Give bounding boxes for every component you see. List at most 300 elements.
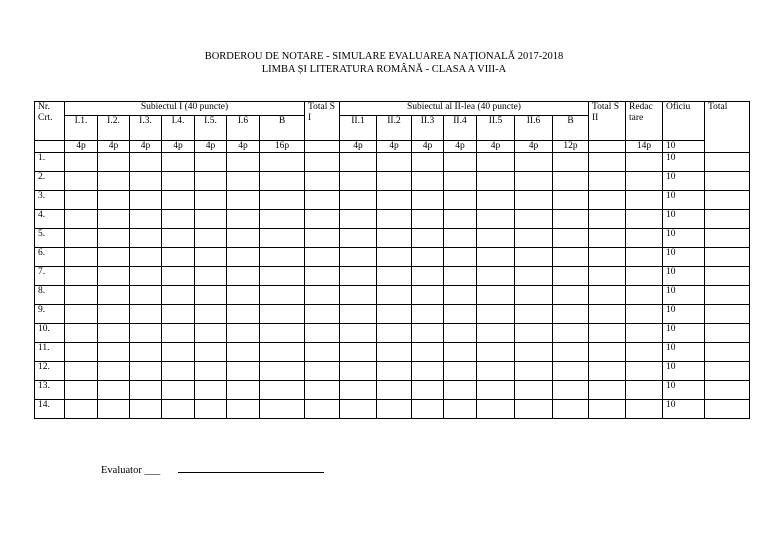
score-cell[interactable] xyxy=(477,381,515,400)
score-cell[interactable] xyxy=(260,381,305,400)
score-cell[interactable] xyxy=(98,305,130,324)
score-cell[interactable] xyxy=(98,324,130,343)
score-cell[interactable] xyxy=(260,248,305,267)
score-cell[interactable] xyxy=(260,172,305,191)
total-header: Total xyxy=(705,102,750,153)
score-cell[interactable] xyxy=(589,210,626,229)
score-cell[interactable] xyxy=(589,324,626,343)
score-cell[interactable] xyxy=(553,362,589,381)
signature-blank xyxy=(178,463,324,473)
score-cell[interactable] xyxy=(260,210,305,229)
score-cell[interactable] xyxy=(195,343,227,362)
score-cell[interactable] xyxy=(444,381,477,400)
score-cell[interactable] xyxy=(377,153,412,172)
score-cell[interactable] xyxy=(626,267,663,286)
score-cell[interactable] xyxy=(589,286,626,305)
score-cell[interactable] xyxy=(227,248,260,267)
score-cell[interactable] xyxy=(589,248,626,267)
score-cell[interactable] xyxy=(515,153,553,172)
score-cell[interactable] xyxy=(515,400,553,419)
score-cell[interactable] xyxy=(553,210,589,229)
score-cell[interactable] xyxy=(305,324,340,343)
score-cell[interactable] xyxy=(98,362,130,381)
s2-item-header: II.6 xyxy=(515,116,553,141)
score-cell[interactable] xyxy=(305,210,340,229)
score-cell[interactable] xyxy=(305,229,340,248)
score-cell[interactable] xyxy=(553,172,589,191)
score-cell[interactable] xyxy=(305,191,340,210)
score-cell[interactable] xyxy=(626,400,663,419)
oficiu-cell: 10 xyxy=(663,381,705,400)
s1-points-cell: 4p xyxy=(195,141,227,153)
score-cell[interactable] xyxy=(305,400,340,419)
score-cell[interactable] xyxy=(412,210,444,229)
score-cell[interactable] xyxy=(477,191,515,210)
score-cell[interactable] xyxy=(227,343,260,362)
score-cell[interactable] xyxy=(65,305,98,324)
score-cell[interactable] xyxy=(195,172,227,191)
score-cell[interactable] xyxy=(589,191,626,210)
row-number: 8. xyxy=(35,286,65,305)
score-cell[interactable] xyxy=(162,362,195,381)
score-cell[interactable] xyxy=(340,172,377,191)
s2-points-cell: 4p xyxy=(340,141,377,153)
score-cell[interactable] xyxy=(162,172,195,191)
score-cell[interactable] xyxy=(589,381,626,400)
score-cell[interactable] xyxy=(377,191,412,210)
total-cell[interactable] xyxy=(705,229,750,248)
score-cell[interactable] xyxy=(626,172,663,191)
score-cell[interactable] xyxy=(130,153,162,172)
score-cell[interactable] xyxy=(65,343,98,362)
score-cell[interactable] xyxy=(260,229,305,248)
score-cell[interactable] xyxy=(412,248,444,267)
s2-points-cell: 4p xyxy=(412,141,444,153)
s2-item-header: II.4 xyxy=(444,116,477,141)
score-cell[interactable] xyxy=(227,153,260,172)
score-cell[interactable] xyxy=(227,305,260,324)
score-cell[interactable] xyxy=(227,381,260,400)
score-cell[interactable] xyxy=(444,324,477,343)
score-cell[interactable] xyxy=(130,286,162,305)
score-cell[interactable] xyxy=(260,305,305,324)
score-cell[interactable] xyxy=(553,153,589,172)
score-cell[interactable] xyxy=(515,229,553,248)
score-cell[interactable] xyxy=(626,381,663,400)
score-cell[interactable] xyxy=(626,229,663,248)
score-cell[interactable] xyxy=(589,305,626,324)
score-cell[interactable] xyxy=(412,305,444,324)
table-row xyxy=(35,191,750,210)
score-cell[interactable] xyxy=(227,286,260,305)
s2-points-cell: 12p xyxy=(553,141,589,153)
score-cell[interactable] xyxy=(98,381,130,400)
score-cell[interactable] xyxy=(340,305,377,324)
score-cell[interactable] xyxy=(130,229,162,248)
score-cell[interactable] xyxy=(195,324,227,343)
s1-points-cell: 16p xyxy=(260,141,305,153)
total-cell[interactable] xyxy=(705,286,750,305)
score-cell[interactable] xyxy=(162,400,195,419)
score-cell[interactable] xyxy=(260,343,305,362)
score-cell[interactable] xyxy=(227,362,260,381)
score-cell[interactable] xyxy=(477,172,515,191)
score-cell[interactable] xyxy=(65,267,98,286)
score-cell[interactable] xyxy=(65,248,98,267)
row-number: 12. xyxy=(35,362,65,381)
table-row xyxy=(35,153,750,172)
score-cell[interactable] xyxy=(412,381,444,400)
score-cell[interactable] xyxy=(195,229,227,248)
score-cell[interactable] xyxy=(626,324,663,343)
score-cell[interactable] xyxy=(412,362,444,381)
score-cell[interactable] xyxy=(477,400,515,419)
score-cell[interactable] xyxy=(340,229,377,248)
score-cell[interactable] xyxy=(227,210,260,229)
score-cell[interactable] xyxy=(305,343,340,362)
score-cell[interactable] xyxy=(553,229,589,248)
score-cell[interactable] xyxy=(130,248,162,267)
score-cell[interactable] xyxy=(130,267,162,286)
score-cell[interactable] xyxy=(305,362,340,381)
score-cell[interactable] xyxy=(130,210,162,229)
s1-points-cell: 4p xyxy=(65,141,98,153)
score-cell[interactable] xyxy=(260,324,305,343)
score-cell[interactable] xyxy=(65,324,98,343)
score-cell[interactable] xyxy=(412,400,444,419)
total-cell[interactable] xyxy=(705,267,750,286)
score-cell[interactable] xyxy=(477,324,515,343)
row-number: 5. xyxy=(35,229,65,248)
score-cell[interactable] xyxy=(340,324,377,343)
score-cell[interactable] xyxy=(377,229,412,248)
total-cell[interactable] xyxy=(705,210,750,229)
score-cell[interactable] xyxy=(444,229,477,248)
score-cell[interactable] xyxy=(65,381,98,400)
score-cell[interactable] xyxy=(444,172,477,191)
redactare-points-cell: 14p xyxy=(626,141,663,153)
grading-table xyxy=(34,101,750,419)
score-cell[interactable] xyxy=(260,286,305,305)
score-cell[interactable] xyxy=(553,343,589,362)
score-cell[interactable] xyxy=(626,191,663,210)
score-cell[interactable] xyxy=(477,362,515,381)
score-cell[interactable] xyxy=(589,172,626,191)
score-cell[interactable] xyxy=(444,267,477,286)
score-cell[interactable] xyxy=(626,362,663,381)
s1-points-cell: 4p xyxy=(130,141,162,153)
score-cell[interactable] xyxy=(130,305,162,324)
score-cell[interactable] xyxy=(305,248,340,267)
score-cell[interactable] xyxy=(130,362,162,381)
score-cell[interactable] xyxy=(444,286,477,305)
score-cell[interactable] xyxy=(626,210,663,229)
score-cell[interactable] xyxy=(377,267,412,286)
score-cell[interactable] xyxy=(377,305,412,324)
score-cell[interactable] xyxy=(162,381,195,400)
score-cell[interactable] xyxy=(227,324,260,343)
total-cell[interactable] xyxy=(705,381,750,400)
score-cell[interactable] xyxy=(515,381,553,400)
score-cell[interactable] xyxy=(340,286,377,305)
total-s2-header: Total S II xyxy=(589,102,626,141)
score-cell[interactable] xyxy=(515,324,553,343)
oficiu-cell: 10 xyxy=(663,210,705,229)
s1-points-cell: 4p xyxy=(162,141,195,153)
score-cell[interactable] xyxy=(98,400,130,419)
score-cell[interactable] xyxy=(195,267,227,286)
score-cell[interactable] xyxy=(162,248,195,267)
score-cell[interactable] xyxy=(260,191,305,210)
score-cell[interactable] xyxy=(444,362,477,381)
score-cell[interactable] xyxy=(162,267,195,286)
score-cell[interactable] xyxy=(626,248,663,267)
score-cell[interactable] xyxy=(65,229,98,248)
s1-item-header: I.4. xyxy=(162,116,195,141)
score-cell[interactable] xyxy=(589,267,626,286)
score-cell[interactable] xyxy=(444,305,477,324)
score-cell[interactable] xyxy=(553,400,589,419)
score-cell[interactable] xyxy=(444,400,477,419)
score-cell[interactable] xyxy=(195,362,227,381)
score-cell[interactable] xyxy=(340,400,377,419)
score-cell[interactable] xyxy=(444,248,477,267)
score-cell[interactable] xyxy=(515,248,553,267)
total-cell[interactable] xyxy=(705,400,750,419)
score-cell[interactable] xyxy=(162,153,195,172)
evaluator-signature-line xyxy=(101,463,324,476)
score-cell[interactable] xyxy=(477,153,515,172)
score-cell[interactable] xyxy=(65,286,98,305)
s1-item-header: I.3. xyxy=(130,116,162,141)
total-s1-header: Total S I xyxy=(305,102,340,141)
score-cell[interactable] xyxy=(130,324,162,343)
score-cell[interactable] xyxy=(195,210,227,229)
score-cell[interactable] xyxy=(195,248,227,267)
s2-points-cell: 4p xyxy=(444,141,477,153)
score-cell[interactable] xyxy=(553,191,589,210)
table-row xyxy=(35,381,750,400)
score-cell[interactable] xyxy=(412,229,444,248)
score-cell[interactable] xyxy=(515,267,553,286)
score-cell[interactable] xyxy=(412,191,444,210)
score-cell[interactable] xyxy=(477,305,515,324)
total-cell[interactable] xyxy=(705,343,750,362)
oficiu-cell: 10 xyxy=(663,172,705,191)
score-cell[interactable] xyxy=(130,343,162,362)
score-cell[interactable] xyxy=(477,210,515,229)
score-cell[interactable] xyxy=(515,172,553,191)
score-cell[interactable] xyxy=(65,210,98,229)
score-cell[interactable] xyxy=(227,191,260,210)
row-number: 11. xyxy=(35,343,65,362)
score-cell[interactable] xyxy=(444,210,477,229)
s1-item-header: I.1. xyxy=(65,116,98,141)
score-cell[interactable] xyxy=(553,305,589,324)
score-cell[interactable] xyxy=(477,229,515,248)
score-cell[interactable] xyxy=(162,210,195,229)
score-cell[interactable] xyxy=(589,229,626,248)
score-cell[interactable] xyxy=(377,248,412,267)
score-cell[interactable] xyxy=(515,210,553,229)
score-cell[interactable] xyxy=(340,267,377,286)
score-cell[interactable] xyxy=(477,343,515,362)
score-cell[interactable] xyxy=(444,153,477,172)
score-cell[interactable] xyxy=(340,210,377,229)
table-row xyxy=(35,400,750,419)
score-cell[interactable] xyxy=(553,286,589,305)
score-cell[interactable] xyxy=(553,381,589,400)
score-cell[interactable] xyxy=(515,362,553,381)
score-cell[interactable] xyxy=(162,286,195,305)
score-cell[interactable] xyxy=(340,153,377,172)
score-cell[interactable] xyxy=(162,343,195,362)
score-cell[interactable] xyxy=(195,381,227,400)
score-cell[interactable] xyxy=(412,324,444,343)
oficiu-header: Oficiu xyxy=(663,102,705,141)
score-cell[interactable] xyxy=(195,191,227,210)
row-number: 10. xyxy=(35,324,65,343)
score-cell[interactable] xyxy=(377,343,412,362)
row-number: 3. xyxy=(35,191,65,210)
score-cell[interactable] xyxy=(162,191,195,210)
score-cell[interactable] xyxy=(130,172,162,191)
score-cell[interactable] xyxy=(162,305,195,324)
oficiu-cell: 10 xyxy=(663,229,705,248)
score-cell[interactable] xyxy=(98,248,130,267)
score-cell[interactable] xyxy=(195,153,227,172)
oficiu-cell: 10 xyxy=(663,191,705,210)
score-cell[interactable] xyxy=(626,305,663,324)
score-cell[interactable] xyxy=(195,400,227,419)
score-cell[interactable] xyxy=(98,267,130,286)
score-cell[interactable] xyxy=(340,248,377,267)
score-cell[interactable] xyxy=(162,324,195,343)
score-cell[interactable] xyxy=(98,343,130,362)
score-cell[interactable] xyxy=(377,172,412,191)
score-cell[interactable] xyxy=(412,343,444,362)
score-cell[interactable] xyxy=(65,400,98,419)
score-cell[interactable] xyxy=(377,400,412,419)
score-cell[interactable] xyxy=(98,191,130,210)
score-cell[interactable] xyxy=(305,286,340,305)
score-cell[interactable] xyxy=(98,210,130,229)
score-cell[interactable] xyxy=(305,381,340,400)
score-cell[interactable] xyxy=(65,172,98,191)
total-cell[interactable] xyxy=(705,153,750,172)
score-cell[interactable] xyxy=(65,153,98,172)
score-cell[interactable] xyxy=(377,324,412,343)
score-cell[interactable] xyxy=(98,153,130,172)
score-cell[interactable] xyxy=(260,362,305,381)
score-cell[interactable] xyxy=(515,343,553,362)
score-cell[interactable] xyxy=(305,172,340,191)
score-cell[interactable] xyxy=(589,400,626,419)
score-cell[interactable] xyxy=(553,267,589,286)
oficiu-cell: 10 xyxy=(663,324,705,343)
score-cell[interactable] xyxy=(305,305,340,324)
score-cell[interactable] xyxy=(477,248,515,267)
total-cell[interactable] xyxy=(705,248,750,267)
score-cell[interactable] xyxy=(589,343,626,362)
score-cell[interactable] xyxy=(340,381,377,400)
score-cell[interactable] xyxy=(589,362,626,381)
score-cell[interactable] xyxy=(227,172,260,191)
score-cell[interactable] xyxy=(377,286,412,305)
score-cell[interactable] xyxy=(195,286,227,305)
score-cell[interactable] xyxy=(515,286,553,305)
score-cell[interactable] xyxy=(477,267,515,286)
score-cell[interactable] xyxy=(412,286,444,305)
total-cell[interactable] xyxy=(705,324,750,343)
score-cell[interactable] xyxy=(515,305,553,324)
score-cell[interactable] xyxy=(227,267,260,286)
score-cell[interactable] xyxy=(444,191,477,210)
score-cell[interactable] xyxy=(65,191,98,210)
score-cell[interactable] xyxy=(162,229,195,248)
score-cell[interactable] xyxy=(98,286,130,305)
document-subtitle: LIMBA ȘI LITERATURA ROMÂNĂ - CLASA A VIII-A xyxy=(261,64,507,75)
redactare-header: Redac tare xyxy=(626,102,663,141)
score-cell[interactable] xyxy=(305,267,340,286)
oficiu-cell: 10 xyxy=(663,362,705,381)
score-cell[interactable] xyxy=(130,191,162,210)
score-cell[interactable] xyxy=(412,153,444,172)
total-cell[interactable] xyxy=(705,191,750,210)
score-cell[interactable] xyxy=(377,210,412,229)
score-cell[interactable] xyxy=(130,381,162,400)
s2-points-cell: 4p xyxy=(515,141,553,153)
total-cell[interactable] xyxy=(705,172,750,191)
total-cell[interactable] xyxy=(705,305,750,324)
score-cell[interactable] xyxy=(412,172,444,191)
score-cell[interactable] xyxy=(444,343,477,362)
score-cell[interactable] xyxy=(626,343,663,362)
score-cell[interactable] xyxy=(477,286,515,305)
score-cell[interactable] xyxy=(553,248,589,267)
table-row xyxy=(35,267,750,286)
score-cell[interactable] xyxy=(515,191,553,210)
score-cell[interactable] xyxy=(626,153,663,172)
total-cell[interactable] xyxy=(705,362,750,381)
table-row xyxy=(35,324,750,343)
score-cell[interactable] xyxy=(260,400,305,419)
score-cell[interactable] xyxy=(626,286,663,305)
score-cell[interactable] xyxy=(98,229,130,248)
table-row xyxy=(35,286,750,305)
score-cell[interactable] xyxy=(340,191,377,210)
table-row xyxy=(35,343,750,362)
score-cell[interactable] xyxy=(377,362,412,381)
s2-item-header: II.1 xyxy=(340,116,377,141)
score-cell[interactable] xyxy=(305,153,340,172)
score-cell[interactable] xyxy=(227,229,260,248)
score-cell[interactable] xyxy=(589,153,626,172)
score-cell[interactable] xyxy=(227,400,260,419)
score-cell[interactable] xyxy=(260,153,305,172)
score-cell[interactable] xyxy=(553,324,589,343)
score-cell[interactable] xyxy=(377,381,412,400)
score-cell[interactable] xyxy=(65,362,98,381)
score-cell[interactable] xyxy=(412,267,444,286)
score-cell[interactable] xyxy=(130,400,162,419)
score-cell[interactable] xyxy=(340,343,377,362)
score-cell[interactable] xyxy=(260,267,305,286)
score-cell[interactable] xyxy=(98,172,130,191)
score-cell[interactable] xyxy=(340,362,377,381)
score-cell[interactable] xyxy=(195,305,227,324)
evaluator-label: Evaluator ___ xyxy=(101,465,161,476)
